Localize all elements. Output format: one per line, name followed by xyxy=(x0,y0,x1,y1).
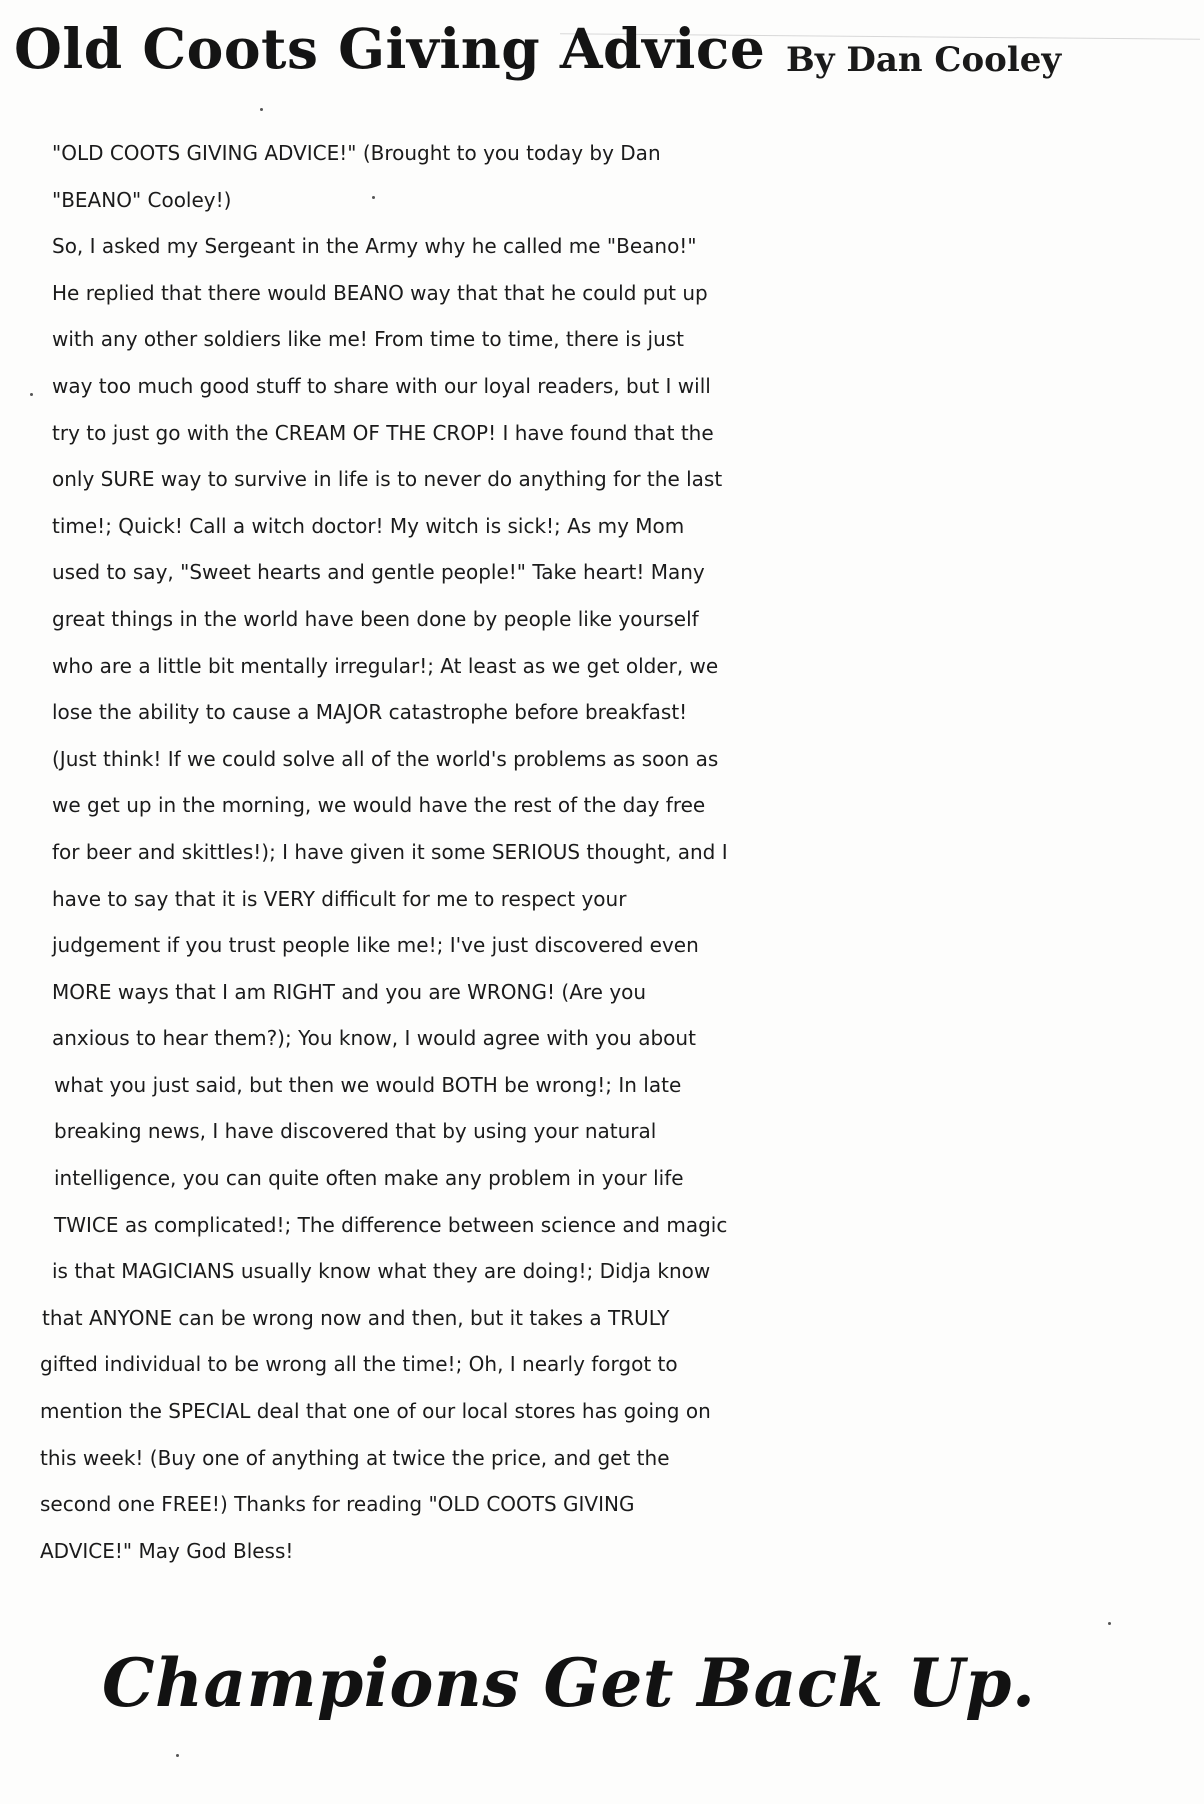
body-line: for beer and skittles!); I have given it some SERIOUS thought, and I xyxy=(52,839,728,864)
body-line: who are a little bit mentally irregular!; At least as we get older, we xyxy=(52,653,719,678)
body-line: anxious to hear them?); You know, I would agree with you about xyxy=(52,1026,696,1051)
scan-speck xyxy=(372,196,375,199)
body-line: lose the ability to cause a MAJOR catastrophe before breakfast! xyxy=(52,700,688,725)
scan-speck xyxy=(176,1754,179,1757)
body-line: mention the SPECIAL deal that one of our local stores has going on xyxy=(40,1399,711,1424)
body-line: what you just said, but then we would BOTH be wrong!; In late xyxy=(54,1072,682,1097)
body-line: gifted individual to be wrong all the time!; Oh, I nearly forgot to xyxy=(40,1352,678,1377)
body-line: (Just think! If we could solve all of the world's problems as soon as xyxy=(52,746,719,771)
body-line: way too much good stuff to share with our loyal readers, but I will xyxy=(52,373,711,398)
body-line: with any other soldiers like me! From time to time, there is just xyxy=(52,327,685,352)
body-line: have to say that it is VERY difficult for me to respect your xyxy=(52,886,627,911)
body-line: MORE ways that I am RIGHT and you are WRONG! (Are you xyxy=(52,979,647,1004)
body-line: great things in the world have been done by people like yourself xyxy=(52,606,699,631)
body-line: "OLD COOTS GIVING ADVICE!" (Brought to you today by Dan xyxy=(52,141,661,165)
body-line: used to say, "Sweet hearts and gentle people!" Take heart! Many xyxy=(52,560,705,585)
body-line: we get up in the morning, we would have the rest of the day free xyxy=(52,793,706,818)
body-line: this week! (Buy one of anything at twice the price, and get the xyxy=(40,1445,670,1470)
body-line: He replied that there would BEANO way that that he could put up xyxy=(52,280,708,305)
scan-speck xyxy=(30,393,33,396)
body-line: breaking news, I have discovered that by using your natural xyxy=(54,1119,657,1144)
body-line: "BEANO" Cooley!) xyxy=(52,187,232,212)
body-line: intelligence, you can quite often make any problem in your life xyxy=(54,1166,684,1191)
scan-speck xyxy=(260,108,263,111)
scan-speck xyxy=(1108,1622,1111,1625)
article-body xyxy=(40,130,1152,1574)
body-line: second one FREE!) Thanks for reading "OLD COOTS GIVING xyxy=(40,1492,635,1517)
footer-tagline: Champions Get Back Up. xyxy=(102,1644,1036,1722)
body-line: time!; Quick! Call a witch doctor! My witch is sick!; As my Mom xyxy=(52,513,685,538)
body-line: TWICE as complicated!; The difference between science and magic xyxy=(54,1212,728,1237)
body-line: only SURE way to survive in life is to never do anything for the last xyxy=(52,467,723,492)
article-byline: By Dan Cooley xyxy=(786,40,1062,80)
body-line: So, I asked my Sergeant in the Army why he called me "Beano!" xyxy=(52,234,697,259)
body-line: judgement if you trust people like me!; I've just discovered even xyxy=(52,933,699,958)
article-header xyxy=(14,16,1114,96)
body-line: that ANYONE can be wrong now and then, but it takes a TRULY xyxy=(42,1305,670,1330)
article-title: Old Coots Giving Advice xyxy=(14,16,766,81)
body-line: is that MAGICIANS usually know what they are doing!; Didja know xyxy=(52,1259,711,1284)
body-line: try to just go with the CREAM OF THE CROP! I have found that the xyxy=(52,420,714,445)
body-line: ADVICE!" May God Bless! xyxy=(40,1538,294,1563)
